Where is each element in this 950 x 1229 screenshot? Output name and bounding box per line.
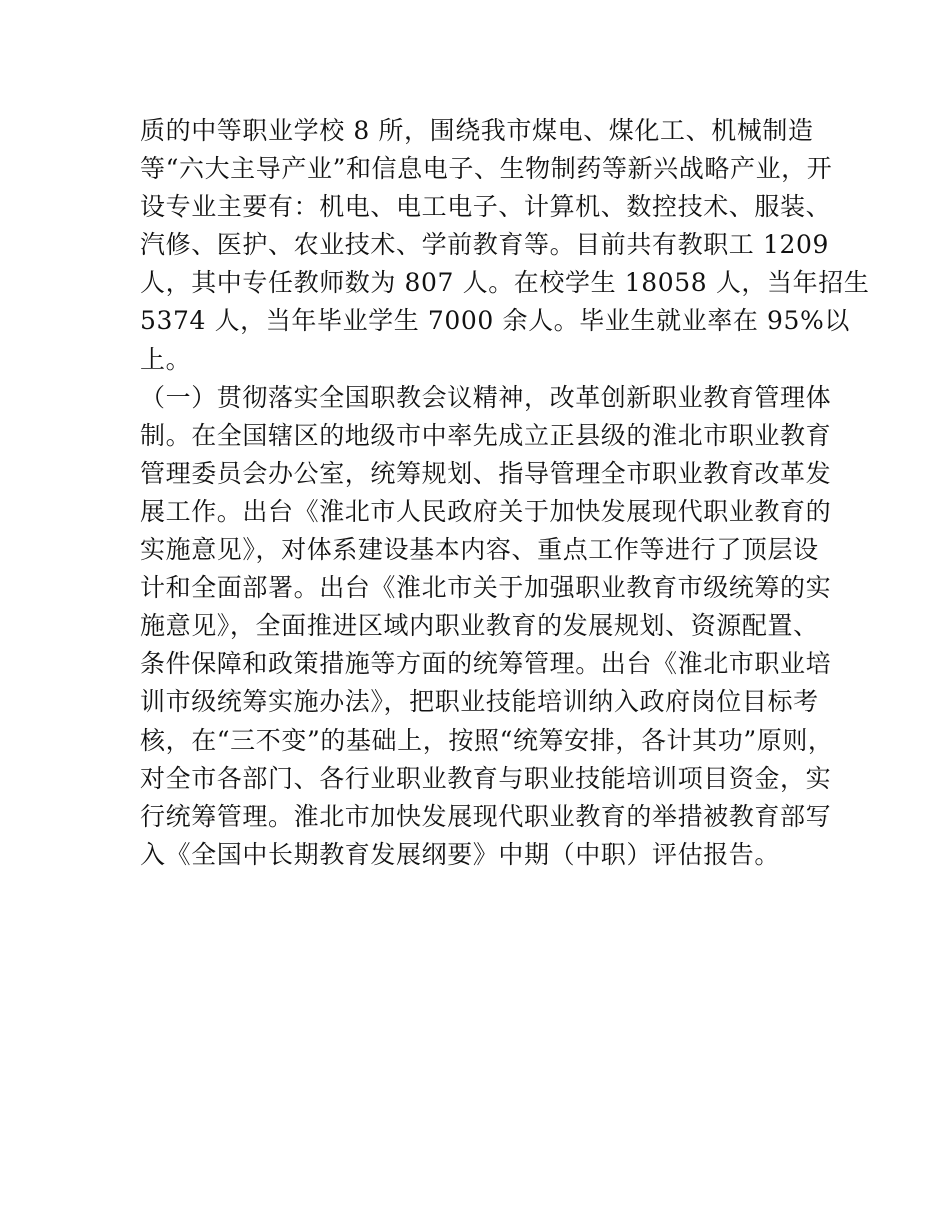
- text-line-16: 训市级统筹实施办法》，把职业技能培训纳入政府岗位目标考: [140, 687, 819, 717]
- text-line-12: 实施意见》，对体系建设基本内容、重点工作等进行了顶层设: [140, 535, 819, 565]
- section-heading-line: （一）贯彻落实全国职教会议精神，改革创新职业教育管理体: [140, 382, 832, 412]
- text-line-5: 人，其中专任教师数为 807 人。在校学生 18058 人，当年招生: [140, 268, 870, 298]
- text-line-9: 制。在全国辖区的地级市中率先成立正县级的淮北市职业教育: [140, 420, 832, 450]
- text-line-13: 计和全面部署。出台《淮北市关于加强职业教育市级统筹的实: [140, 573, 832, 603]
- text-line-19: 行统筹管理。淮北市加快发展现代职业教育的举措被教育部写: [140, 801, 832, 831]
- text-line-14: 施意见》，全面推进区域内职业教育的发展规划、资源配置、: [140, 611, 819, 641]
- text-line-3: 设专业主要有：机电、电工电子、计算机、数控技术、服装、: [140, 192, 832, 222]
- text-line-11: 展工作。出台《淮北市人民政府关于加快发展现代职业教育的: [140, 496, 832, 526]
- text-line-18: 对全市各部门、各行业职业教育与职业技能培训项目资金，实: [140, 763, 832, 793]
- text-line-15: 条件保障和政策措施等方面的统筹管理。出台《淮北市职业培: [140, 649, 832, 679]
- text-line-7: 上。: [140, 344, 192, 374]
- text-line-17: 核，在“三不变”的基础上，按照“统筹安排，各计其功”原则，: [140, 725, 834, 755]
- text-line-2: 等“六大主导产业”和信息电子、生物制药等新兴战略产业，开: [140, 154, 833, 184]
- text-line-20: 入《全国中长期教育发展纲要》中期（中职）评估报告。: [140, 839, 781, 869]
- text-line-10: 管理委员会办公室，统筹规划、指导管理全市职业教育改革发: [140, 458, 832, 488]
- text-line-4: 汽修、医护、农业技术、学前教育等。目前共有教职工 1209: [140, 230, 829, 260]
- text-line-1: 质的中等职业学校 8 所，围绕我市煤电、煤化工、机械制造: [140, 116, 814, 145]
- body-text: [140, 112, 870, 874]
- text-line-6: 5374 人，当年毕业学生 7000 余人。毕业生就业率在 95%以: [140, 306, 851, 336]
